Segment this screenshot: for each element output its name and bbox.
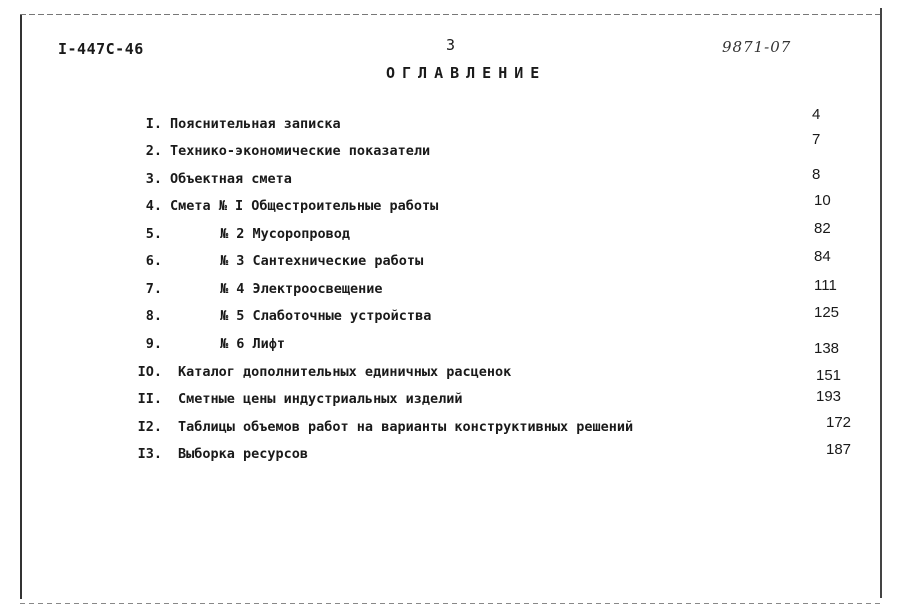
toc-title: ОГЛАВЛЕНИЕ [386, 64, 547, 82]
toc-item-number: 9. [145, 336, 162, 352]
toc-item-page: 151 [816, 367, 842, 384]
toc-item-number: 6. [145, 253, 162, 269]
toc-item-label: № 6 Лифт [220, 336, 286, 352]
toc-item-label: № 4 Электроосвещение [220, 281, 383, 297]
toc-item-number: 8. [145, 308, 162, 324]
toc-item-label: № 5 Слаботочные устройства [220, 308, 432, 324]
toc-item-number: II. [137, 391, 162, 407]
toc-item-page: 187 [826, 441, 852, 458]
toc-row [0, 441, 904, 466]
toc-item-label: Технико-экономические показатели [170, 143, 431, 159]
archive-number: 9871-07 [722, 38, 792, 56]
toc-item-number: 7. [145, 281, 162, 297]
toc-item-number: IO. [137, 364, 162, 380]
toc-row [0, 106, 904, 136]
toc-row [0, 166, 904, 191]
toc-item-page: 111 [814, 277, 837, 294]
document-code: I-447C-46 [58, 40, 144, 58]
toc-item-page: 7 [812, 131, 821, 148]
toc-item-page: 172 [826, 414, 852, 431]
toc-row [0, 414, 904, 439]
toc-item-page: 4 [812, 106, 821, 123]
toc-row [0, 277, 904, 301]
toc-item-label: № 3 Сантехнические работы [220, 253, 424, 269]
toc-item-label: Сметные цены индустриальных изделий [178, 391, 463, 407]
toc-item-number: 3. [145, 171, 162, 187]
toc-item-page: 8 [812, 166, 821, 183]
toc-item-page: 82 [814, 220, 831, 237]
toc-item-label: № 2 Мусоропровод [220, 226, 351, 242]
toc-item-label: Выборка ресурсов [178, 446, 309, 462]
toc-item-number: I3. [137, 446, 162, 462]
toc-item-page: 84 [814, 248, 831, 265]
toc-item-number: I2. [137, 419, 162, 435]
page-number: 3 [446, 36, 456, 54]
toc-item-page: 193 [816, 388, 842, 405]
frame-right-line [880, 8, 882, 598]
toc-row [0, 364, 904, 384]
toc-item-label: Пояснительная записка [170, 116, 341, 132]
toc-row [0, 336, 904, 356]
toc-item-page: 138 [814, 340, 840, 357]
frame-left-line [20, 14, 22, 599]
toc-row [0, 304, 904, 328]
toc-item-label: Таблицы объемов работ на варианты конструктивных решений [178, 419, 634, 435]
toc-item-number: 4. [145, 198, 162, 214]
toc-item-label: Объектная смета [170, 171, 292, 187]
toc-item-number: 2. [145, 143, 162, 159]
toc-item-number: I. [145, 116, 162, 132]
toc-row [0, 131, 904, 163]
toc-item-label: Смета № I Общестроительные работы [170, 198, 439, 214]
frame-top-line [20, 14, 880, 15]
toc-item-page: 125 [814, 304, 840, 321]
frame-bottom-line [20, 603, 882, 604]
toc-item-label: Каталог дополнительных единичных расценок [178, 364, 512, 380]
toc-item-number: 5. [145, 226, 162, 242]
toc-row [0, 388, 904, 411]
toc-item-page: 10 [814, 192, 831, 209]
toc-row [0, 220, 904, 246]
toc-row [0, 248, 904, 273]
toc-row [0, 192, 904, 218]
